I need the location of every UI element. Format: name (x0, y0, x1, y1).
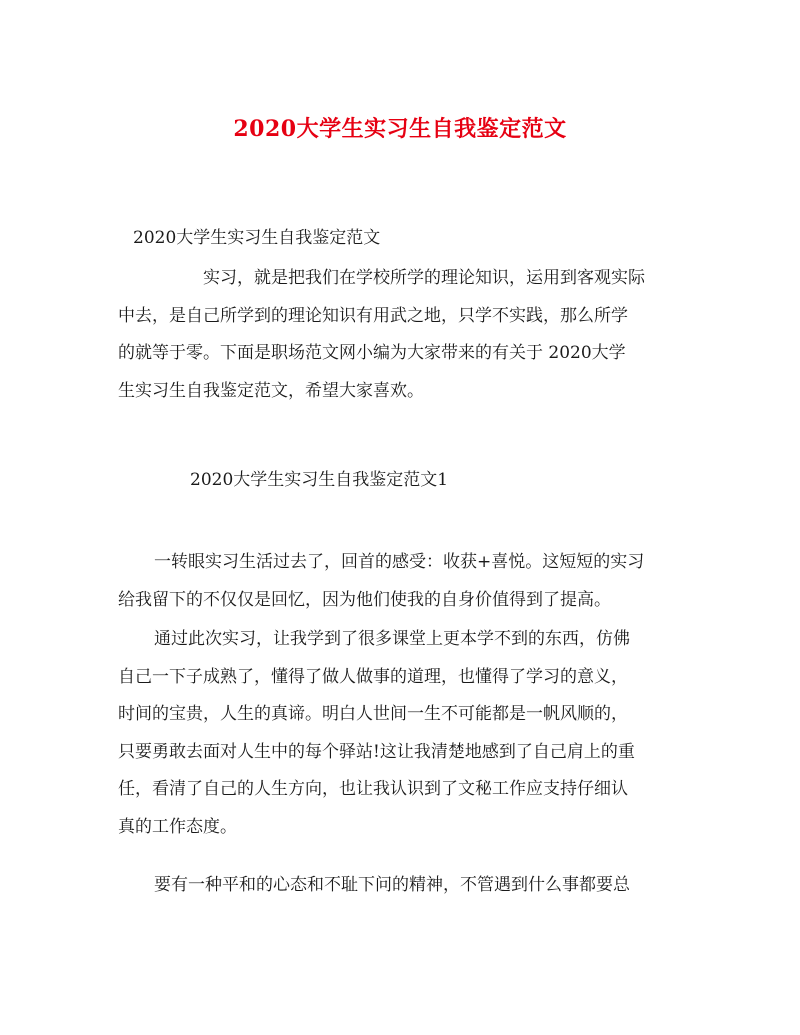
paragraph-line: 任，看清了自己的人生方向，也让我认识到了文秘工作应支持仔细认 (118, 779, 628, 799)
paragraph-line: 时间的宝贵，人生的真谛。明白人世间一生不可能都是一帆风顺的， (118, 704, 628, 724)
paragraph-line: 给我留下的不仅仅是回忆，因为他们使我的自身价值得到了提高。 (118, 589, 611, 610)
document-subtitle: 2020大学生实习生自我鉴定范文 (133, 228, 381, 248)
paragraph-line: 真的工作态度。 (118, 816, 237, 837)
paragraph-2 (118, 621, 683, 846)
paragraph-line: 通过此次实习，让我学到了很多课堂上更本学不到的东西，仿佛 (154, 629, 630, 649)
paragraph-line: 要有一种平和的心态和不耻下问的精神，不管遇到什么事都要总 (154, 875, 630, 895)
paragraph-line: 一转眼实习生活过去了，回首的感受：收获+喜悦。这短短的实习 (154, 552, 645, 572)
paragraph-1 (118, 544, 683, 619)
intro-line: 生实习生自我鉴定范文，希望大家喜欢。 (118, 380, 424, 401)
intro-line: 实习，就是把我们在学校所学的理论知识，运用到客观实际 (203, 268, 645, 288)
section-heading: 2020大学生实习生自我鉴定范文1 (190, 470, 449, 490)
paragraph-line: 只要勇敢去面对人生中的每个驿站!这让我清楚地感到了自己肩上的重 (118, 741, 635, 762)
document-title: 2020大学生实习生自我鉴定范文 (233, 116, 567, 142)
intro-paragraph (118, 260, 683, 410)
paragraph-3 (118, 867, 683, 905)
intro-line: 的就等于零。下面是职场范文网小编为大家带来的有关于 2020大学 (118, 343, 626, 363)
paragraph-line: 自己一下子成熟了，懂得了做人做事的道理，也懂得了学习的意义， (118, 666, 628, 687)
intro-line: 中去，是自己所学到的理论知识有用武之地，只学不实践，那么所学 (118, 305, 628, 326)
